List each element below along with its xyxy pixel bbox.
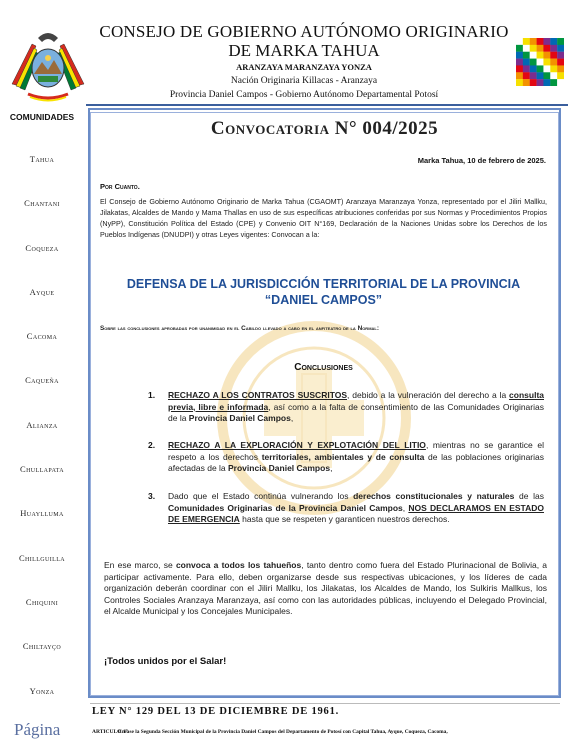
header-province: Provincia Daniel Campos - Gobierno Autónomo Departamental Potosí — [169, 90, 439, 100]
document-date: Marka Tahua, 10 de febrero de 2025. — [417, 156, 546, 165]
wiphala-cell — [516, 72, 523, 79]
text-span: , así como a la falta de consentimiento de las Comunidades Originarias de la — [168, 401, 544, 423]
text-span: , — [330, 463, 333, 473]
wiphala-cell — [550, 38, 557, 45]
text-span: convoca a todos los tahueños — [175, 560, 302, 570]
wiphala-cell — [530, 72, 537, 79]
community-item: Yonza — [29, 685, 55, 696]
wiphala-cell — [516, 45, 523, 52]
text-span: En ese marco, se — [104, 560, 176, 570]
text-span: derechos constitucionales y naturales — [353, 491, 515, 501]
community-item: Caqueña — [25, 375, 59, 386]
wiphala-cell — [557, 65, 564, 72]
wiphala-cell — [530, 45, 537, 52]
conclusion-number: 1. — [148, 390, 156, 400]
text-span: , tanto dentro como fuera del Estado Plurinacional de Bolivia, a participar activamente. Para ello, deben organizarse desde sus respectivas ubicaciones, y los líderes de cada organización deberán coordinar con el Jiliri Mallku, los Jilakatas, los Alcaldes de Mando, los Sulkiris Mallkus, los Controles Sociales Aranzaya Maranzaya, así como con las autoridades públicas, incluyendo el Delegado Provincial, el Alcalde Municipal y los Concejales Municipales. — [104, 560, 548, 616]
text-span: de las — [514, 491, 544, 501]
wiphala-cell — [543, 59, 550, 66]
community-item: Coqueza — [25, 242, 59, 253]
wiphala-cell — [557, 59, 564, 66]
article-text: Créase la Segunda Sección Municipal de la Provincia Daniel Campos del Departamento de Potosí con Capital Tahua, Ayque, Coqueza, Cacoma, — [118, 729, 448, 735]
text-span: NOS DECLARAMOS EN ESTADO DE EMERGENCIA — [168, 502, 544, 524]
wiphala-cell — [537, 59, 544, 66]
closing-slogan: ¡Todos unidos por el Salar! — [104, 656, 227, 667]
text-span: , debido a la vulneración del derecho a la — [347, 390, 510, 400]
text-span: , mientras no se garantice el respeto a los derechos — [168, 440, 545, 462]
wiphala-cell — [550, 72, 557, 79]
conclusion-item-1 — [168, 390, 544, 425]
wiphala-cell — [557, 45, 564, 52]
intro-paragraph: El Consejo de Gobierno Autónomo Originario de Marka Tahua (CGAOMT) Aranzaya Maranzaya Yonza, representado por el Jiliri Mallku, Jilakatas, Alcaldes de Mando y Mama Thallas en uso de sus específicas atribuciones conferidas por sus Normas y Procedimientos Propios (NyPP), Constitución Política del Estado (CPE) y Convenio OIT N°169, Declaración de la Naciones Unidas sobre los Derechos de los Pueblos Indígenas (DNUDPI) y otras Leyes vigentes: Convocan a la: — [100, 197, 547, 239]
wiphala-cell — [557, 72, 564, 79]
conclusiones-heading: Conclusiones — [294, 362, 353, 373]
document-title: Convocatoria N° 004/2025 — [210, 118, 439, 139]
conclusion-item-2 — [168, 440, 544, 475]
wiphala-cell — [557, 38, 564, 45]
sidebar-title: COMUNIDADES — [9, 112, 75, 122]
wiphala-cell — [537, 52, 544, 59]
wiphala-cell — [516, 52, 523, 59]
wiphala-cell — [543, 45, 550, 52]
page-label: Página — [14, 720, 61, 739]
text-span: Comunidades Originarias de la Provincia Daniel Campos — [168, 502, 403, 513]
text-span: hasta que se respeten y garanticen nuestros derechos. — [239, 514, 450, 524]
conclusion-item-3 — [168, 491, 544, 526]
wiphala-cell — [537, 65, 544, 72]
wiphala-cell — [543, 38, 550, 45]
convocation-paragraph — [104, 560, 547, 618]
header-title-line2: DE MARKA TAHUA — [228, 41, 380, 60]
community-item: Cacoma — [26, 331, 58, 342]
text-span: RECHAZO A LOS CONTRATOS SUSCRITOS — [168, 390, 348, 400]
community-item: Alianza — [26, 419, 58, 430]
wiphala-cell — [516, 65, 523, 72]
text-span: , — [290, 413, 294, 423]
community-item: Chiquini — [25, 596, 59, 607]
community-item: Chullapata — [20, 464, 64, 475]
wiphala-cell — [530, 38, 537, 45]
community-item: Chiltayço — [22, 641, 62, 652]
main-heading-line1: DEFENSA DE LA JURISDICCIÓN TERRITORIAL DE LA PROVINCIA — [126, 277, 521, 291]
wiphala-cell — [523, 65, 530, 72]
wiphala-cell — [537, 38, 544, 45]
conclusion-number: 3. — [148, 491, 156, 501]
community-item: Tahua — [29, 154, 55, 164]
sobre-paragraph: Sobre las conclusiones aprobadas por unanimidad en el Cabildo llevado a cabo en el anfiteatro de la Normal: — [100, 325, 379, 332]
text-span: Provincia Daniel Campos — [228, 463, 331, 473]
law-reference: LEY N° 129 DEL 13 DE DICIEMBRE DE 1961. — [92, 706, 340, 717]
wiphala-cell — [537, 45, 544, 52]
wiphala-cell — [530, 52, 537, 59]
wiphala-cell — [550, 45, 557, 52]
wiphala-cell — [523, 79, 530, 86]
wiphala-cell — [537, 72, 544, 79]
wiphala-cell — [550, 79, 557, 86]
wiphala-cell — [550, 59, 557, 66]
header-nation: Nación Originaria Killacas - Aranzaya — [230, 76, 378, 86]
wiphala-cell — [543, 72, 550, 79]
community-item: Huaylluma — [20, 508, 64, 519]
wiphala-cell — [543, 52, 550, 59]
community-item: Chantani — [24, 198, 60, 209]
wiphala-cell — [523, 52, 530, 59]
community-item: Ayque — [29, 286, 55, 297]
wiphala-cell — [557, 79, 564, 86]
text-span: Dado que el Estado continúa vulnerando los — [168, 491, 354, 501]
por-cuanto-label: Por Cuanto. — [100, 182, 140, 191]
wiphala-cell — [523, 45, 530, 52]
wiphala-cell — [523, 59, 530, 66]
conclusion-number: 2. — [148, 440, 156, 450]
wiphala-cell — [530, 65, 537, 72]
article-label: ARTICULO 1° — [92, 729, 128, 735]
text-span: Provincia Daniel Campos — [188, 413, 291, 423]
wiphala-cell — [523, 72, 530, 79]
wiphala-cell — [516, 79, 523, 86]
header-subtitle: ARANZAYA MARANZAYA YONZA — [236, 62, 372, 72]
wiphala-cell — [530, 59, 537, 66]
wiphala-cell — [523, 38, 530, 45]
header-title-line1: CONSEJO DE GOBIERNO AUTÓNOMO ORIGINARIO — [99, 22, 509, 41]
wiphala-cell — [537, 79, 544, 86]
footer-divider — [90, 703, 560, 704]
text-span: , — [402, 502, 406, 513]
wiphala-flag-icon — [516, 38, 564, 86]
wiphala-cell — [530, 79, 537, 86]
wiphala-cell — [543, 79, 550, 86]
text-span: RECHAZO A LA EXPLORACIÓN Y EXPLOTACIÓN DEL LITIO — [168, 440, 426, 450]
text-span: territoriales, ambientales y de consulta — [261, 451, 425, 462]
bolivia-coat-of-arms-icon — [2, 24, 94, 106]
wiphala-cell — [543, 65, 550, 72]
header-divider — [86, 104, 568, 106]
text-span: de las poblaciones originarias afectadas de la — [168, 451, 544, 473]
main-heading-line2: “DANIEL CAMPOS” — [264, 293, 383, 307]
wiphala-cell — [550, 65, 557, 72]
community-list — [0, 152, 84, 728]
community-item: Chillguilla — [18, 552, 66, 563]
wiphala-cell — [516, 38, 523, 45]
wiphala-cell — [550, 52, 557, 59]
text-span: consulta previa, libre e informada — [168, 390, 544, 412]
wiphala-cell — [516, 59, 523, 66]
wiphala-cell — [557, 52, 564, 59]
